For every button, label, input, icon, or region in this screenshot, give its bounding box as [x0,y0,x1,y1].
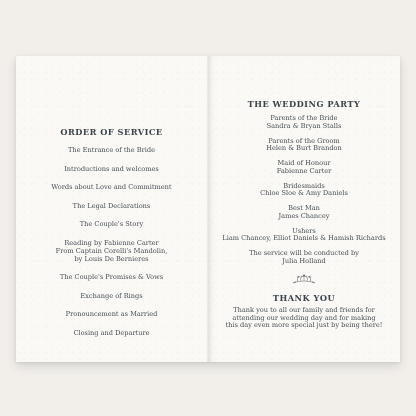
party-names: James Chancey [278,211,330,220]
service-item [16,220,207,228]
service-item-text: Reading by Fabienne Carter [64,238,159,247]
service-item [16,146,207,154]
right-page [208,56,400,362]
service-item [16,165,207,173]
party-names: Fabienne Carter [276,166,332,175]
service-item-reading [16,239,207,263]
service-item [16,273,207,281]
party-group [208,205,400,220]
party-role: Ushers [292,226,316,235]
thank-you-heading: THANK YOU [272,293,336,304]
party-names: Helen & Burt Brandon [266,144,342,153]
service-item [16,202,207,210]
party-group [208,115,400,130]
service-item-text: The Entrance of the Bride [67,146,155,154]
party-group [208,138,400,153]
party-group [208,183,400,198]
thank-you-line: attending our wedding day and for making [232,313,376,322]
officiant-group [208,250,400,265]
party-role: Parents of the Bride [270,114,338,122]
party-role: Parents of the Groom [268,136,340,145]
thank-you-message [224,307,384,330]
service-item-text: The Couple's Promises & Vows [59,273,164,281]
party-role: Bridesmaids [283,181,325,190]
service-item [16,329,207,337]
party-group [208,160,400,175]
service-item-text: The Couple's Story [79,220,144,228]
party-names: Julia Holland [282,257,326,266]
wedding-party-heading: THE WEDDING PARTY [247,99,361,109]
service-item-text: Exchange of Rings [80,291,143,300]
service-item-text: Words about Love and Commitment [51,183,172,191]
service-item [16,310,207,318]
order-of-service-booklet [16,56,400,362]
party-role: The service will be conducted by [249,249,359,258]
left-page [16,56,208,362]
order-of-service-section [16,127,207,347]
party-group [208,228,400,243]
order-of-service-heading: ORDER OF SERVICE [60,127,163,137]
party-names: Chloe Sloe & Amy Daniels [260,189,348,198]
floral-sprig-icon [290,273,318,287]
service-item-text: Pronouncement as Married [65,310,158,318]
reading-source: From Captain Corelli's Mandolin, [55,246,168,255]
thank-you-line: this day even more special just by being there! [225,321,383,330]
party-names: Sandra & Bryan Stalls [266,121,342,130]
thank-you-line: Thank you to all our family and friends for [233,306,375,315]
service-item-text: Closing and Departure [73,328,150,337]
service-item [16,183,207,191]
party-role: Maid of Honour [277,159,331,168]
wedding-party-section [208,99,400,330]
reading-author: by Louis De Bernieres [74,254,149,263]
party-role: Best Man [288,204,320,213]
party-names: Liam Chancey, Elliot Daniels & Hamish Richards [222,234,386,243]
service-item-text: Introductions and welcomes [64,164,159,173]
service-item [16,292,207,300]
service-item-text: The Legal Declarations [72,201,151,210]
